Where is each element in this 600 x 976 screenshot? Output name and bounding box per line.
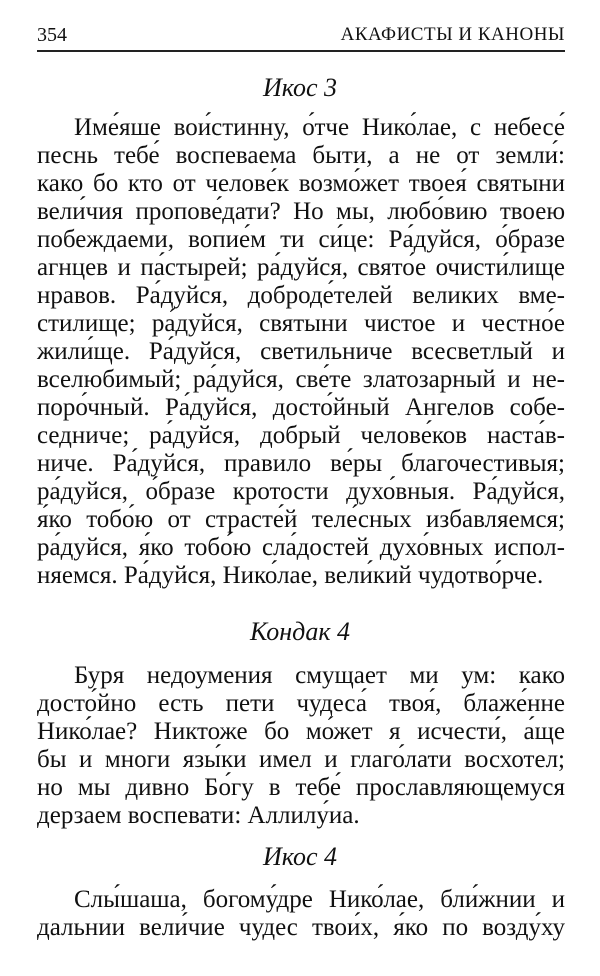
text-line: Слы́шаша, богому́дре Нико́лае, бли́жнии и xyxy=(74,886,565,913)
page-header xyxy=(37,22,565,52)
text-line: песнь тебе́ воспеваема быти, а не от земли́: xyxy=(37,142,565,169)
text-line: няемся. Ра́дуйся, Нико́лае, вели́кий чудотво́рче. xyxy=(37,562,544,589)
text-line: дерзаем воспевати: Аллилу́иа. xyxy=(37,802,360,829)
section-heading-kondak-4: Кондак 4 xyxy=(250,617,350,646)
page-number: 354 xyxy=(37,24,67,46)
text-line: ра́дуйся, о́бразе кротости духо́вныя. Ра́дуйся, xyxy=(37,478,565,505)
text-line: нравов. Ра́дуйся, доброде́телей великих вме- xyxy=(37,282,565,309)
text-line: ниче. Ра́дуйся, правило ве́ры благочестивыя; xyxy=(37,450,565,477)
section-heading-ikos-4: Икос 4 xyxy=(263,842,337,871)
text-line: стилище; ра́дуйся, святыни чистое и честно́е xyxy=(37,310,565,337)
text-line: вели́чия пропове́дати? Но мы, любо́вию твоею xyxy=(37,198,565,225)
text-line: поро́чный. Ра́дуйся, досто́йный Ангелов собе- xyxy=(37,394,565,421)
text-line: Буря недоумения смущает ми ум: како xyxy=(74,662,565,689)
text-line: вселюбимый; ра́дуйся, све́те златозарный и не- xyxy=(37,366,565,393)
text-line: ра́дуйся, я́ко тобо́ю сла́достей духо́вных испол- xyxy=(37,534,565,561)
text-line: Нико́лае? Никтоже бо мо́жет я исчести́, а́ще xyxy=(37,718,565,745)
text-line: како бо кто от челове́к возмо́жет твоея́ святыни xyxy=(37,170,565,197)
text-line: седниче; ра́дуйся, добрый челове́ков наста́в- xyxy=(37,422,565,449)
text-line: дальнии вели́чие чудес твои́х, я́ко по возду́ху xyxy=(37,914,565,941)
running-title: АКАФИСТЫ И КАНОНЫ xyxy=(340,24,565,45)
text-line: бы и многи язы́ки имел и глаго́лати восхотел; xyxy=(37,746,565,773)
text-line: побеждаеми, вопие́м ти си́це: Ра́дуйся, о́бразе xyxy=(37,226,565,253)
text-line: жили́ще. Ра́дуйся, светильниче всесветлый и xyxy=(37,338,565,365)
text-line: агнцев и па́стырей; ра́дуйся, свято́е очисти́лище xyxy=(37,254,565,281)
paragraph-kondak-4 xyxy=(37,662,565,830)
section-heading-ikos-3: Икос 3 xyxy=(263,73,337,102)
text-line: но мы дивно Бо́гу в тебе́ прославляющемуся xyxy=(37,774,565,801)
paragraph-ikos-3 xyxy=(37,114,565,590)
text-line: досто́йно есть пети чудеса́ твоя́, блаже́нне xyxy=(37,690,565,717)
text-line: я́ко тобо́ю от страсте́й теле́сных избавляемся; xyxy=(37,506,565,533)
text-line: Име́яше вои́стинну, о́тче Нико́лае, с небесе́ xyxy=(74,114,565,141)
paragraph-ikos-4 xyxy=(37,886,565,942)
